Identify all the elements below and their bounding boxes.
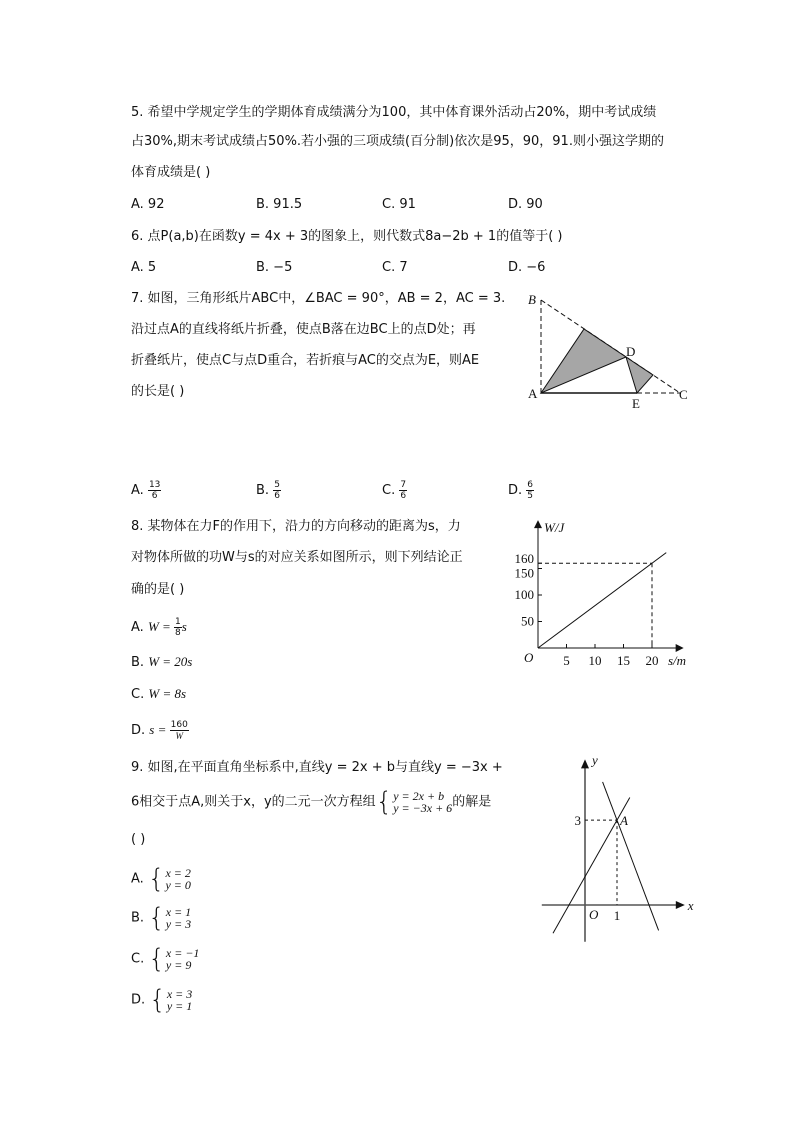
y-axis-arrow: [581, 759, 589, 768]
q9-line-3: ( ): [131, 832, 146, 847]
q5-option-b[interactable]: B. 91.5: [256, 197, 303, 212]
q9-line-1: 9. 如图,在平面直角坐标系中,直线y = 2x + b与直线y = −3x +: [131, 760, 503, 775]
q5-line-2: 占30%,期末考试成绩占50%.若小强的三项成绩(百分制)依次是95，90，91.则小强这学期的: [131, 134, 664, 149]
formula-left: s =: [149, 722, 170, 737]
solution-y: y = 0: [165, 878, 191, 892]
numerator: 5: [274, 480, 280, 490]
y-axis-arrow: [534, 520, 542, 528]
solution-system: { x = 3 y = 1: [149, 985, 193, 1015]
solution-x: x = −1: [165, 946, 200, 960]
equation-system: { y = 2x + b y = −3x + 6: [375, 787, 453, 817]
formula-right: s: [181, 619, 187, 634]
q7-line-3: 折叠纸片，使点C与点D重合，若折痕与AC的交点为E，则AE: [131, 353, 480, 368]
y-tick-label: 100: [514, 587, 534, 602]
solution-system: { x = 2 y = 0: [147, 864, 191, 894]
numerator: 160: [170, 720, 188, 730]
solution-system: { x = −1 y = 9: [148, 944, 200, 974]
y-tick-label: 160: [514, 551, 534, 567]
numerator: 6: [527, 480, 534, 490]
y-axis-label: W/J: [544, 520, 565, 536]
y-tick-label: 150: [514, 565, 534, 581]
x-tick-label: 20: [645, 653, 659, 668]
denominator: 6: [274, 491, 280, 501]
q8-line-3: 确的是( ): [131, 582, 185, 597]
option-label: D.: [508, 483, 523, 498]
triangle-fold-figure: [528, 292, 688, 411]
coordinate-lines-chart: [542, 752, 694, 941]
q6-option-d[interactable]: D. −6: [508, 260, 546, 275]
numerator: 1: [175, 617, 181, 627]
data-line-2: [603, 782, 659, 931]
denominator: W: [175, 731, 183, 741]
label-e: E: [632, 396, 640, 411]
formula-left: W =: [147, 619, 175, 634]
q7-line-1: 7. 如图，三角形纸片ABC中，∠BAC = 90°，AB = 2，AC = 3.: [131, 291, 506, 306]
x-axis-label: s/m: [667, 653, 687, 668]
q6-line: 6. 点P(a,b)在函数y = 4x + 3的图象上，则代数式8a−2b + 1的值等于( ): [131, 229, 563, 244]
x-tick-label: 5: [563, 653, 570, 668]
numerator: 13: [148, 480, 161, 490]
folded-flap-c: [626, 357, 653, 393]
q8-line-1: 8. 某物体在力F的作用下，沿力的方向移动的距离为s，力: [131, 519, 461, 534]
work-distance-chart: [515, 520, 687, 668]
x-axis-arrow: [676, 644, 684, 652]
option-label: C.: [131, 687, 145, 702]
folded-flap-b: [541, 329, 626, 393]
q6-option-c[interactable]: C. 7: [382, 260, 408, 275]
option-label: B.: [131, 655, 145, 670]
option-label: C.: [382, 483, 396, 498]
q8-line-2: 对物体所做的功W与s的对应关系如图所示，则下列结论正: [131, 550, 463, 565]
equation-2: y = −3x + 6: [393, 801, 453, 815]
option-label: D.: [131, 992, 146, 1008]
x-axis-arrow: [676, 901, 685, 909]
option-label: A.: [131, 620, 144, 635]
q7-line-2: 沿过点A的直线将纸片折叠，使点B落在边BC上的点D处；再: [131, 322, 476, 337]
origin-label: O: [589, 907, 599, 922]
option-label: B.: [131, 910, 145, 926]
q6-option-b[interactable]: B. −5: [256, 260, 293, 275]
solution-x: x = 3: [166, 987, 193, 1001]
option-label: D.: [131, 723, 146, 738]
solution-system: { x = 1 y = 3: [148, 903, 192, 933]
denominator: 5: [527, 491, 534, 501]
numerator: 7: [400, 480, 407, 490]
solution-y: y = 1: [166, 999, 193, 1013]
formula: W = 20s: [148, 654, 193, 669]
data-line-w: [538, 553, 666, 648]
origin-label: O: [524, 650, 534, 665]
label-a: A: [528, 386, 538, 401]
solution-y: y = 3: [165, 917, 192, 931]
y-tick-label: 3: [574, 813, 581, 829]
x-tick-label: 10: [588, 653, 602, 668]
q9-line-2-end: 的解是: [452, 794, 492, 810]
label-b: B: [528, 292, 536, 307]
q5-line-1: 5. 希望中学规定学生的学期体育成绩满分为100，其中体育课外活动占20%，期中考试成绩: [131, 105, 657, 120]
solution-x: x = 2: [165, 866, 191, 880]
option-label: C.: [131, 951, 145, 967]
denominator: 8: [175, 628, 181, 638]
option-label: A.: [131, 871, 144, 887]
option-label: B.: [256, 483, 270, 498]
q5-option-c[interactable]: C. 91: [382, 197, 416, 212]
x-tick-label: 1: [613, 908, 621, 923]
q7-line-4: 的长是( ): [131, 384, 185, 399]
q6-option-a[interactable]: A. 5: [131, 260, 157, 275]
q5-option-a[interactable]: A. 92: [131, 197, 165, 212]
label-c: C: [679, 387, 688, 402]
x-axis-label: x: [687, 898, 694, 913]
q5-option-d[interactable]: D. 90: [508, 197, 543, 212]
q5-line-3: 体育成绩是( ): [131, 165, 211, 180]
option-label: A.: [131, 483, 144, 498]
denominator: 6: [151, 491, 158, 501]
label-d: D: [626, 344, 636, 359]
y-tick-label: 50: [521, 613, 534, 629]
q9-line-2-text: 6相交于点A,则关于x，y的二元一次方程组: [131, 794, 376, 810]
formula: W = 8s: [148, 686, 187, 701]
solution-x: x = 1: [165, 905, 192, 919]
x-tick-label: 15: [617, 653, 630, 668]
point-a-label: A: [620, 813, 628, 829]
y-axis-label: y: [592, 752, 598, 768]
denominator: 6: [400, 491, 407, 501]
solution-y: y = 9: [165, 958, 192, 972]
equation-1: y = 2x + b: [393, 789, 445, 803]
